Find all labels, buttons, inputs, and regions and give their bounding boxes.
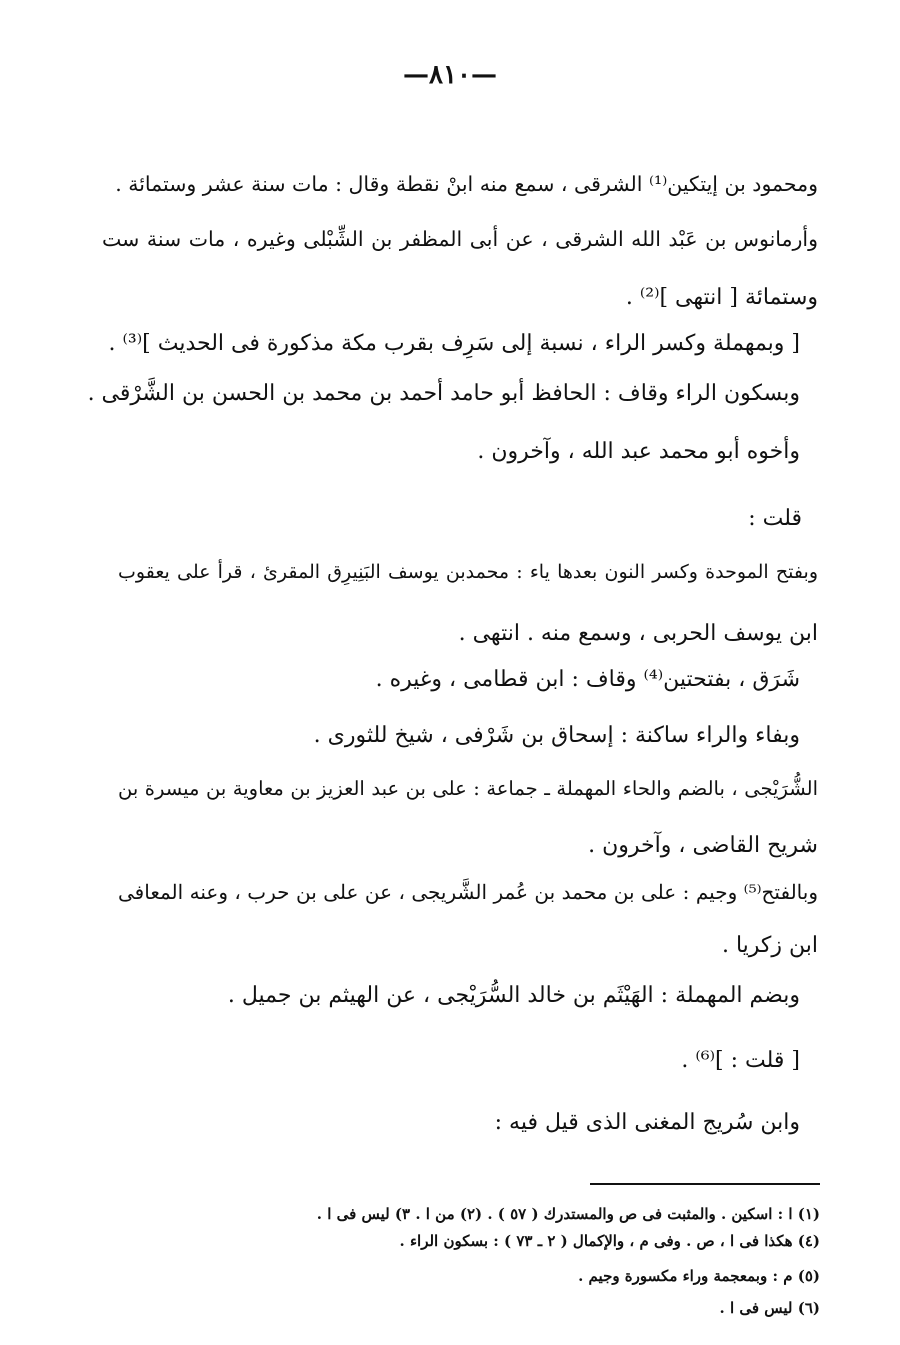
body-line: شَرَق ، بفتحتين⁽⁴⁾ وقاف : ابن قطامى ، وغيره . [375, 667, 800, 692]
body-line: وبالفتح⁽⁵⁾ وجيم : على بن محمد بن عُمر الشَّريجى ، عن على بن حرب ، وعنه المعافى [118, 880, 818, 904]
body-line: الشُّرَيْجى ، بالضم والحاء المهملة ـ جماعة : على بن عبد العزيز بن معاوية بن ميسرة بن [118, 777, 818, 800]
body-line: وبفاء والراء ساكنة : إسحاق بن شَرْفى ، شيخ للثورى . [313, 723, 800, 748]
body-line: [ وبمهملة وكسر الراء ، نسبة إلى سَرِف بقرب مكة مذكورة فى الحديث ]⁽³⁾ . [108, 331, 800, 356]
footnote-divider [590, 1183, 820, 1185]
body-line: وابن سُريج المغنى الذى قيل فيه : [494, 1110, 800, 1135]
footnote: (٤) هكذا فى ا ، ص . وفى م ، والإكمال ( ٢ ـ ٧٣ ) : بسكون الراء . [399, 1232, 820, 1250]
footnote: (٥) م : وبمعجمة وراء مكسورة وجيم . [578, 1267, 820, 1285]
footnote: (١) ا : اسكين . والمثبت فى ص والمستدرك ( ٥٧ ) . (٢) من ا . ٣) ليس فى ا . [316, 1205, 820, 1223]
body-line: شريح القاضى ، وآخرون . [588, 833, 818, 858]
body-line: وستمائة [ انتهى ]⁽²⁾ . [625, 285, 818, 310]
page-number: —٨١٠— [403, 60, 497, 90]
body-heading: قلت : [748, 506, 802, 531]
body-line: وأرمانوس بن عَبْد الله الشرقى ، عن أبى المظفر بن الشِّبْلى وغيره ، مات سنة ست [102, 227, 818, 251]
body-line: وبفتح الموحدة وكسر النون بعدها ياء : محمدبن يوسف البَنِيرِق المقرئ ، قرأ على يعقوب [118, 561, 818, 583]
body-line: ابن يوسف الحربى ، وسمع منه . انتهى . [458, 621, 818, 646]
body-line: [ قلت : ]⁽⁶⁾ . [681, 1048, 800, 1073]
body-line: وأخوه أبو محمد عبد الله ، وآخرون . [477, 439, 800, 464]
footnote: (٦) ليس فى ا . [719, 1299, 820, 1317]
body-line: وبضم المهملة : الهَيْثَم بن خالد السُّرَيْجى ، عن الهيثم بن جميل . [227, 983, 800, 1008]
body-line: وبسكون الراء وقاف : الحافظ أبو حامد أحمد بن محمد بن الحسن بن الشَّرْقى . [87, 381, 800, 406]
body-line: ومحمود بن إيتكين⁽¹⁾ الشرقى ، سمع منه ابنْ نقطة وقال : مات سنة عشر وستمائة . [115, 172, 818, 196]
body-line: ابن زكريا . [721, 933, 818, 958]
